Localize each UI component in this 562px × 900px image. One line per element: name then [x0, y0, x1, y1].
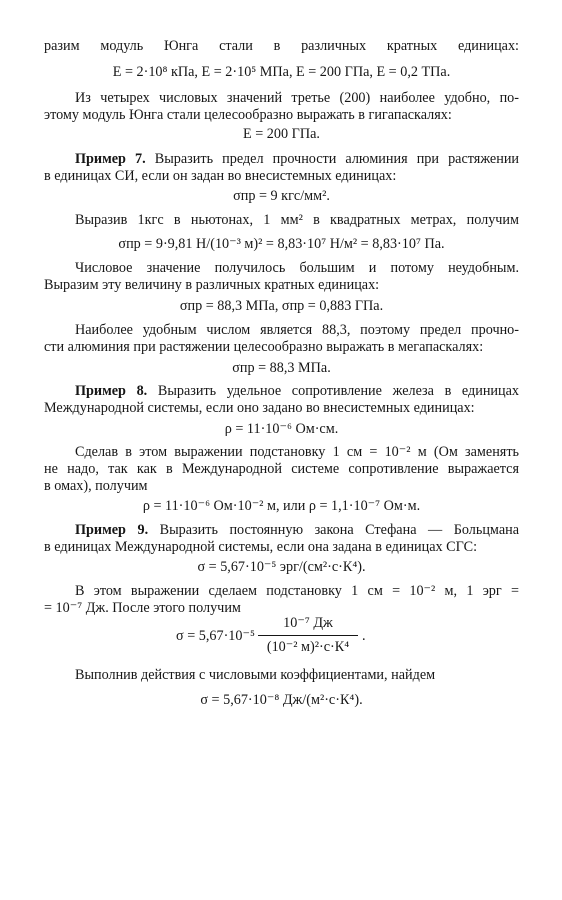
text-line: в омах), получим [44, 478, 148, 494]
text-line: Из четырех числовых значений третье (200) наиболее удобно, по- [75, 90, 519, 106]
example-text: Выразить постоянную закона Стефана — Больцмана [148, 522, 520, 538]
text-line: Международной системы, если оно задано во внесистемных единицах: [44, 400, 475, 416]
fraction-denominator: (10⁻² м)²·с·К⁴ [266, 639, 350, 655]
example-label: Пример 8. [75, 383, 148, 399]
formula-line: ρ = 11·10⁻⁶ Ом·см. [224, 421, 339, 437]
fraction-lhs: σ = 5,67·10⁻⁵ [176, 628, 255, 644]
example-label: Пример 9. [75, 522, 149, 538]
example-heading [75, 521, 519, 539]
text-line: этому модуль Юнга стали целесообразно выражать в гигапаскалях: [44, 107, 452, 123]
text-line: В этом выражении сделаем подстановку 1 см = 10⁻² м, 1 эрг = [75, 583, 519, 599]
text-line: Выполнив действия с числовыми коэффициентами, найдем [75, 667, 436, 683]
fraction-numerator: 10⁻⁷ Дж [283, 615, 333, 631]
text-line: Числовое значение получилось большим и потому неудобным. [75, 260, 519, 276]
text-line: не надо, так как в Международной системе сопротивление выражается [44, 461, 519, 477]
formula-line: σпр = 9·9,81 Н/(10⁻³ м)² = 8,83·10⁷ Н/м² = 8,83·10⁷ Па. [118, 236, 445, 252]
text-line: Сделав в этом выражении подстановку 1 см = 10⁻² м (Ом заменять [75, 444, 519, 460]
text-line: Наиболее удобным числом является 88,3, поэтому предел прочно- [75, 322, 519, 338]
formula-line: ρ = 11·10⁻⁶ Ом·10⁻² м, или ρ = 1,1·10⁻⁷ Ом·м. [142, 498, 421, 514]
formula-line: σ = 5,67·10⁻⁵ эрг/(см²·с·К⁴). [197, 559, 366, 575]
text-line: Выразим эту величину в различных кратных единицах: [44, 277, 380, 293]
text-line: Выразив 1кгс в ньютонах, 1 мм² в квадратных метрах, получим [75, 212, 519, 228]
text-line: в единицах СИ, если он задан во внесистемных единицах: [44, 168, 397, 184]
example-text: Выразить удельное сопротивление железа в единицах [147, 383, 519, 399]
example-label: Пример 7. [75, 151, 146, 167]
formula-line: σпр = 88,3 МПа, σпр = 0,883 ГПа. [179, 298, 384, 314]
formula-line: σ = 5,67·10⁻⁸ Дж/(м²·с·К⁴). [200, 692, 363, 708]
text-line: в единицах Международной системы, если она задана в единицах СГС: [44, 539, 478, 555]
fraction-bar [258, 635, 358, 636]
text-line: сти алюминия при растяжении целесообразно выражать в мегапаскалях: [44, 339, 484, 355]
example-text: Выразить предел прочности алюминия при растяжении [145, 151, 520, 167]
formula-line: σпр = 88,3 МПа. [232, 360, 331, 376]
example-heading [75, 382, 519, 400]
fraction-formula [176, 614, 406, 660]
text-line: = 10⁻⁷ Дж. После этого получим [44, 600, 241, 616]
formula-line: E = 200 ГПа. [243, 126, 320, 142]
formula-line: σпр = 9 кгс/мм². [233, 188, 330, 204]
text-line: разим модуль Юнга стали в различных кратных единицах: [44, 38, 519, 54]
fraction-tail: . [362, 628, 366, 644]
example-heading [75, 150, 519, 168]
formula-line: E = 2·10⁸ кПа, E = 2·10⁵ МПа, E = 200 ГПа, E = 0,2 ТПа. [112, 64, 451, 80]
